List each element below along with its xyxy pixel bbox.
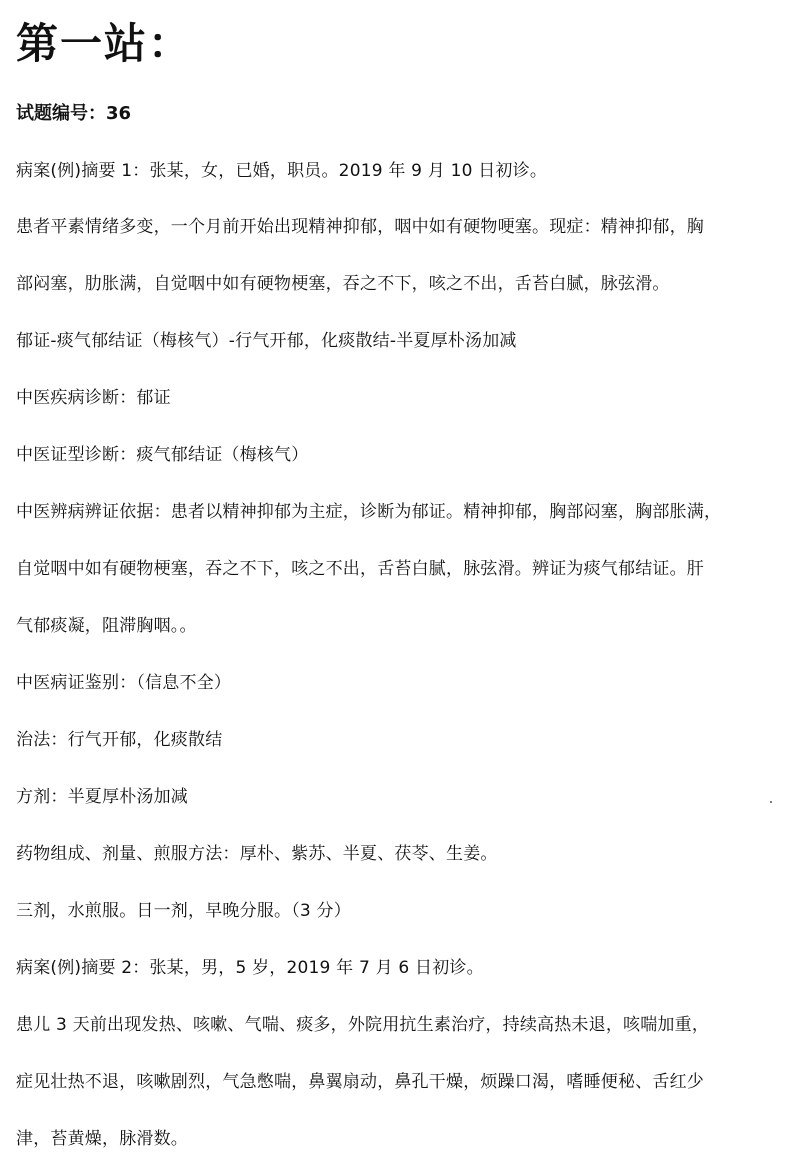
tcm-syndrome-diagnosis: 中医证型诊断：痰气郁结证（梅核气）	[16, 445, 309, 465]
differential-diagnosis: 中医病证鉴别：（信息不全）	[16, 673, 232, 693]
case-2-summary: 病案(例)摘要 2：张某，男，5 岁，2019 年 7 月 6 日初诊。	[16, 958, 484, 978]
diagnosis-summary: 郁证-痰气郁结证（梅核气）-行气开郁，化痰散结-半夏厚朴汤加减	[16, 331, 517, 351]
prescription: 方剂：半夏厚朴汤加减	[16, 787, 188, 807]
tcm-disease-diagnosis: 中医疾病诊断：郁证	[16, 388, 171, 408]
case-2-symptoms-line-3: 津，苔黄燥，脉滑数。	[16, 1129, 188, 1149]
case-1-symptoms-line-1: 患者平素情绪多变，一个月前开始出现精神抑郁，咽中如有硬物哽塞。现症：精神抑郁，胸	[16, 217, 704, 237]
case-1-summary: 病案(例)摘要 1：张某，女，已婚，职员。2019 年 9 月 10 日初诊。	[16, 161, 548, 181]
decoction-instructions: 三剂，水煎服。日一剂，早晚分服。（3 分）	[16, 901, 351, 921]
station-heading: 第一站：	[16, 19, 193, 68]
diagnosis-basis-line-1: 中医辨病辨证依据：患者以精神抑郁为主症，诊断为郁证。精神抑郁，胸部闷塞，胸部胀满，	[16, 502, 722, 522]
diagnosis-basis-line-2: 自觉咽中如有硬物梗塞，吞之不下，咳之不出，舌苔白腻，脉弦滑。辨证为痰气郁结证。肝	[16, 559, 704, 579]
medicine-composition: 药物组成、剂量、煎服方法：厚朴、紫苏、半夏、茯苓、生姜。	[16, 844, 498, 864]
scan-dot	[770, 801, 772, 803]
question-number: 试题编号：36	[16, 103, 132, 124]
case-2-symptoms-line-1: 患儿 3 天前出现发热、咳嗽、气喘、痰多，外院用抗生素治疗，持续高热未退，咳喘加重，	[16, 1015, 710, 1035]
case-1-symptoms-line-2: 部闷塞，肋胀满，自觉咽中如有硬物梗塞，吞之不下，咳之不出，舌苔白腻，脉弦滑。	[16, 274, 670, 294]
diagnosis-basis-line-3: 气郁痰凝，阻滞胸咽。。	[16, 616, 197, 636]
treatment-method: 治法：行气开郁，化痰散结	[16, 730, 223, 750]
case-2-symptoms-line-2: 症见壮热不退，咳嗽剧烈，气急憋喘，鼻翼扇动，鼻孔干燥，烦躁口渴，嗜睡便秘、舌红少	[16, 1072, 704, 1092]
